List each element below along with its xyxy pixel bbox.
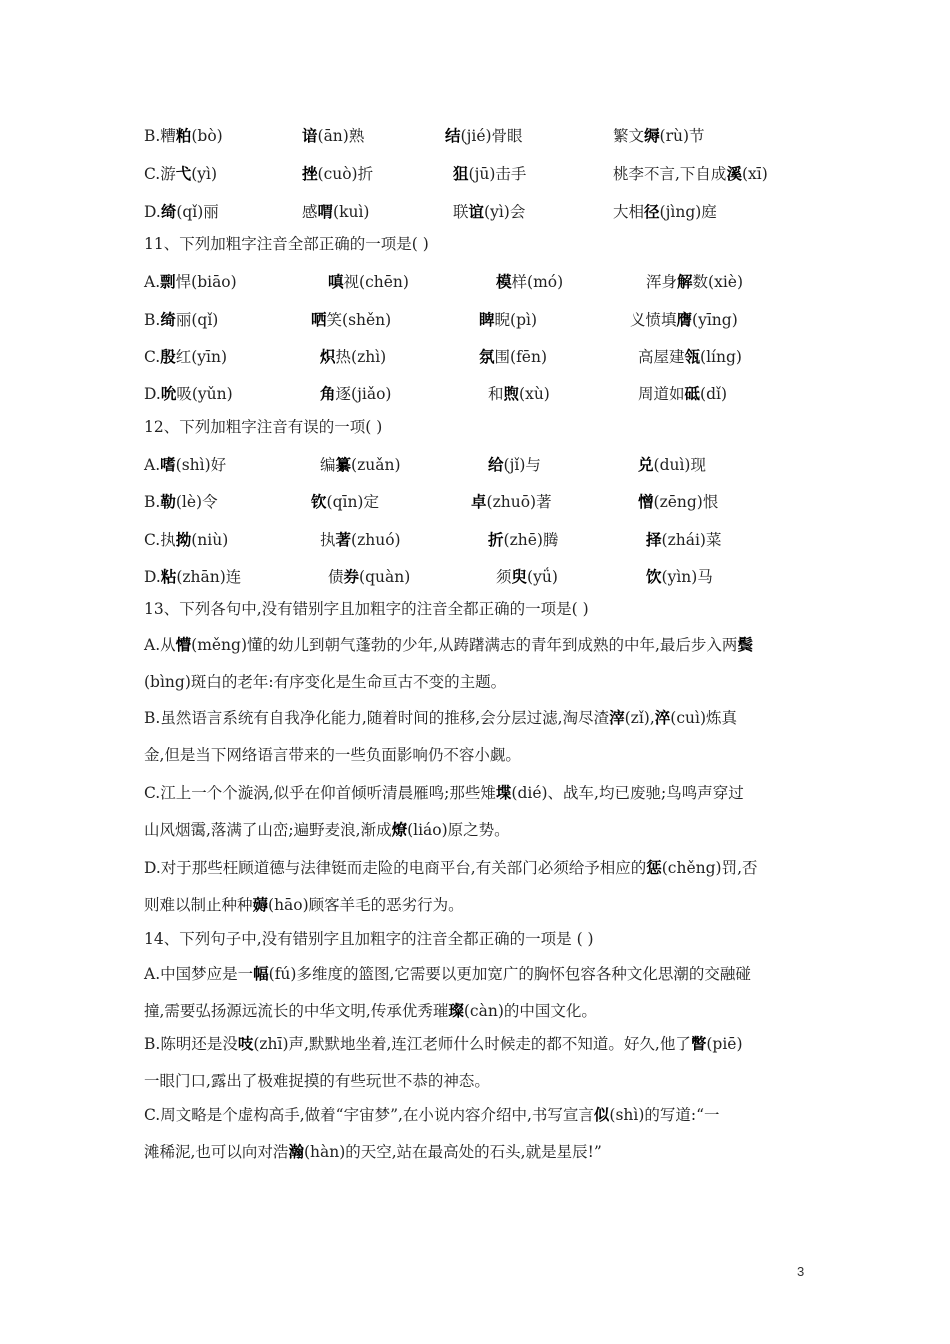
word: 炽热(zhì) [320, 347, 387, 366]
word: 执著(zhuó) [320, 530, 401, 549]
word: 狙(jū)击手 [453, 164, 527, 183]
word: 角逐(jiǎo) [320, 384, 392, 403]
q14-line-1: A.中国梦应是一幅(fú)多维度的篮图,它需要以更加宽广的胸怀包容各种文化思潮的交融碰 [144, 964, 751, 983]
word: A.嗜(shì)好 [144, 455, 227, 474]
q12-stem: 12、下列加粗字注音有误的一项( ) [144, 418, 383, 436]
q14-line-4: 一眼门口,露出了极难捉摸的有些玩世不恭的神态。 [144, 1072, 490, 1090]
word: 高屋建瓴(líng) [638, 347, 742, 366]
q10-option-d [0, 200, 950, 224]
q13-line-7: D.对于那些枉顾道德与法律铤而走险的电商平台,有关部门必须给予相应的惩(chěng)罚,否 [144, 858, 758, 877]
word: C.执拗(niù) [144, 530, 229, 549]
word: 哂笑(shěn) [311, 310, 392, 329]
q12-option-b [0, 490, 950, 514]
word: 和煦(xù) [488, 384, 550, 403]
word: D.绮(qǐ)丽 [144, 202, 219, 221]
q11-option-a [0, 270, 950, 294]
q12-option-c [0, 528, 950, 552]
q10-option-b [0, 124, 950, 148]
word: 须臾(yǘ) [496, 567, 558, 586]
word: C.殷红(yīn) [144, 347, 228, 366]
page-number: 3 [797, 1264, 805, 1279]
q11-option-d [0, 382, 950, 406]
word: 谙(ān)熟 [302, 126, 365, 145]
word: 饮(yìn)马 [646, 567, 713, 586]
q14-stem: 14、下列句子中,没有错别字且加粗字的注音全都正确的一项是 ( ) [144, 930, 594, 948]
word: 感喟(kuì) [302, 202, 370, 221]
word: 给(jǐ)与 [488, 455, 541, 474]
word: 折(zhē)腾 [488, 530, 559, 549]
q13-line-8: 则难以制止种种薅(hāo)顾客羊毛的恶劣行为。 [144, 895, 464, 914]
word: A.剽悍(biāo) [144, 272, 237, 291]
word: 大相径(jìng)庭 [613, 202, 717, 221]
word: B.绮丽(qǐ) [144, 310, 219, 329]
word: 挫(cuò)折 [302, 164, 374, 183]
q11-stem: 11、下列加粗字注音全部正确的一项是( ) [144, 235, 429, 253]
word: 模样(mó) [496, 272, 564, 291]
word: 憎(zēng)恨 [638, 492, 719, 511]
word: B.糟粕(bò) [144, 126, 223, 145]
word: 繁文缛(rù)节 [613, 126, 705, 145]
q13-stem: 13、下列各句中,没有错别字且加粗字的注音全都正确的一项是( ) [144, 600, 589, 618]
q10-option-c [0, 162, 950, 186]
word: 择(zhái)菜 [646, 530, 722, 549]
q13-line-2: (bìng)斑白的老年:有序变化是生命亘古不变的主题。 [144, 673, 507, 691]
q12-option-d [0, 565, 950, 589]
word: D.粘(zhān)连 [144, 567, 242, 586]
q13-line-6: 山风烟霭,落满了山峦;遍野麦浪,渐成燎(liáo)原之势。 [144, 820, 510, 839]
word: 债券(quàn) [328, 567, 411, 586]
word: C.游弋(yì) [144, 164, 218, 183]
word: 编纂(zuǎn) [320, 455, 401, 474]
q11-option-c [0, 345, 950, 369]
word: 结(jié)骨眼 [445, 126, 523, 145]
word: B.勒(lè)令 [144, 492, 218, 511]
word: 周道如砥(dǐ) [638, 384, 728, 403]
q13-line-5: C.江上一个个漩涡,似乎在仰首倾听清晨雁鸣;那些雉堞(dié)、战车,均已废驰;鸟鸣声穿过 [144, 783, 744, 802]
word: 桃李不言,下自成溪(xī) [613, 164, 768, 183]
word: 联谊(yì)会 [453, 202, 526, 221]
q14-line-2: 撞,需要弘扬源远流长的中华文明,传承优秀璀璨(càn)的中国文化。 [144, 1001, 597, 1020]
word: 兑(duì)现 [638, 455, 706, 474]
q13-line-3: B.虽然语言系统有自我净化能力,随着时间的推移,会分层过滤,淘尽渣滓(zǐ),淬(cuì)炼真 [144, 708, 738, 727]
word: 浑身解数(xiè) [646, 272, 743, 291]
q11-option-b [0, 308, 950, 332]
word: 钦(qīn)定 [311, 492, 379, 511]
q14-line-6: 滩稀泥,也可以向对浩瀚(hàn)的天空,站在最高处的石头,就是星辰!” [144, 1142, 602, 1161]
word: 氛围(fēn) [479, 347, 548, 366]
word: 睥睨(pì) [479, 310, 537, 329]
word: 卓(zhuō)著 [471, 492, 552, 511]
q14-line-3: B.陈明还是没吱(zhī)声,默默地坐着,连江老师什么时候走的都不知道。好久,他了瞥(piē) [144, 1034, 743, 1053]
q14-line-5: C.周文略是个虚构高手,做着“宇宙梦”,在小说内容介绍中,书写宣言似(shì)的写道:“一 [144, 1105, 720, 1124]
word: 义愤填膺(yīng) [630, 310, 738, 329]
q13-line-1: A.从懵(měng)懂的幼儿到朝气蓬勃的少年,从踌躇满志的青年到成熟的中年,最后步入两鬓 [144, 635, 753, 654]
word: D.吮吸(yǔn) [144, 384, 233, 403]
q13-line-4: 金,但是当下网络语言带来的一些负面影响仍不容小觑。 [144, 746, 521, 764]
word: 嗔视(chēn) [328, 272, 409, 291]
q12-option-a [0, 453, 950, 477]
